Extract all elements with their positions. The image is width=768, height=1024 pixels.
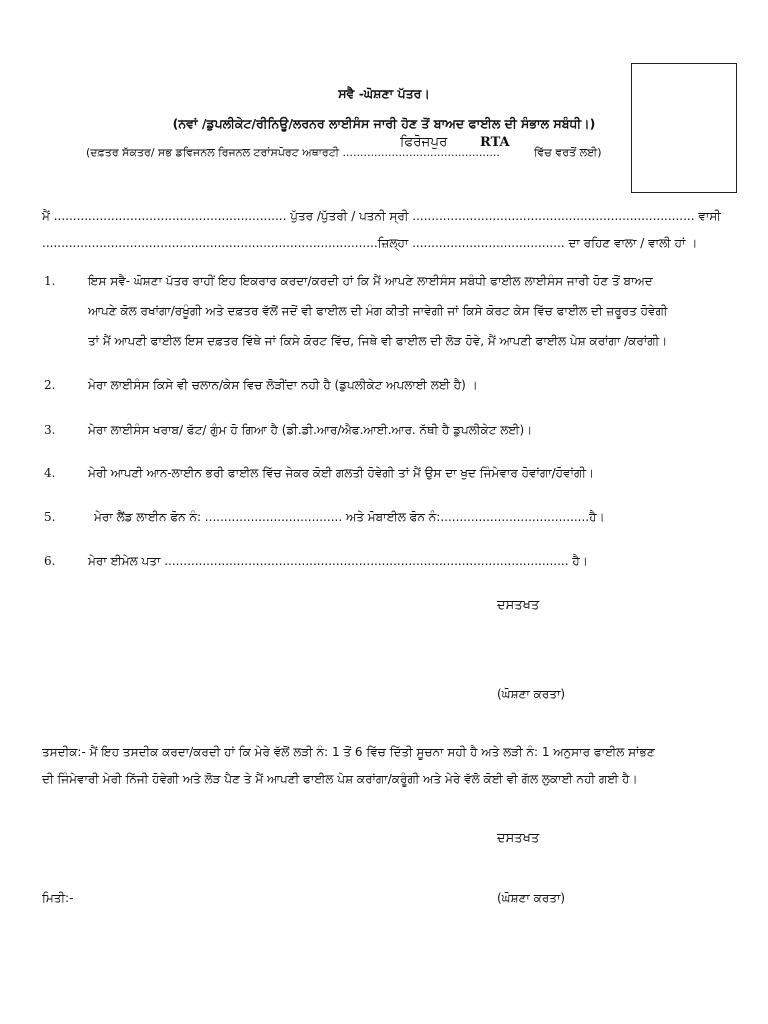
item-6-line: ਮੇਰਾ ਈਮੇਲ ਪਤਾ .......................................................................................................... ਹੈ।	[88, 554, 588, 568]
verification-line-2: ਦੀ ਜਿੰਮੇਵਾਰੀ ਮੇਰੀ ਨਿੱਜੀ ਹੋਵੇਗੀ ਅਤੇ ਲੋੜ ਪੈਣ ਤੇ ਮੈਂ ਆਪਣੀ ਫਾਈਲ ਪੇਸ਼ ਕਰਾਂਗਾ/ਕਰੂੰਗੀ ਅਤੇ ਮੇਰੇ ਵੱਲੋ ਕੋਈ ਵੀ ਗੱਲ ਲੁਕਾਈ ਨਹੀ ਗਈ ਹੈ।	[42, 772, 638, 786]
item-1-line-2: ਆਪਣੇ ਕੋਲ ਰਖਾਂਗਾ/ਰਖੂੰਗੀ ਅਤੇ ਦਫ਼ਤਰ ਵੱਲੋਂ ਜਦੋਂ ਵੀ ਫਾਈਲ ਦੀ ਮੰਗ ਕੀਤੀ ਜਾਵੇਗੀ ਜਾਂ ਕਿਸੇ ਕੋਰਟ ਕੇਸ ਵਿੱਚ ਫਾਈਲ ਦੀ ਜ਼ਰੂਰਤ ਹੋਵੇਗੀ	[88, 304, 668, 318]
form-title: ਸਵੈ -ਘੋਸ਼ਣਾ ਪੱਤਰ।	[338, 86, 430, 101]
declarant-role: (ਘੋਸ਼ਣਾ ਕਰਤਾ)	[497, 891, 566, 905]
photo-box	[631, 63, 737, 193]
item-number: 6.	[44, 554, 56, 568]
item-5-line: ਮੇਰਾ ਲੈਂਡ ਲਾਈਨ ਫੋਨ ਨੰ: .................................... ਅਤੇ ਮੋਬਾਈਲ ਫੋਨ ਨੰ:.......................................ਹੈ।	[94, 510, 605, 524]
office-line-end: ਵਿੱਚ ਵਰਤੋਂ ਲਈ)	[534, 146, 602, 159]
signature-label: ਦਸਤਖਤ	[497, 598, 540, 613]
form-subtitle: (ਨਵਾਂ /ਡੁਪਲੀਕੇਟ/ਰੀਨਿਊ/ਲਰਨਰ ਲਾਈਸੰਸ ਜਾਰੀ ਹੋਣ ਤੋਂ ਬਾਅਦ ਫਾਈਲ ਦੀ ਸੰਭਾਲ ਸਬੰਧੀ।)	[172, 116, 596, 131]
item-number: 2.	[44, 378, 56, 392]
office-line-start: (ਦਫ਼ਤਰ ਸੱਕਤਰ/ ਸਭ ਡਵਿਜਨਲ ਰਿਜਨਲ ਟਰਾਂਸਪੋਰਟ ਅਥਾਰਟੀ .............................................	[86, 146, 500, 159]
signature-label: ਦਸਤਖਤ	[497, 831, 540, 846]
item-1-line-3: ਤਾਂ ਮੈਂ ਆਪਣੀ ਫਾਈਲ ਇਸ ਦਫ਼ਤਰ ਵਿੱਥੇ ਜਾਂ ਕਿਸੇ ਕੋਰਟ ਵਿੱਚ, ਜਿਥੇ ਵੀ ਫਾਈਲ ਦੀ ਲੋੜ ਹੋਵੇ, ਮੈਂ ਆਪਣੀ ਫਾਈਲ ਪੇਸ਼ ਕਰਾਂਗਾ /ਕਰਾਂਗੀ।	[88, 334, 668, 348]
item-number: 3.	[44, 423, 56, 437]
date-label: ਮਿਤੀ:-	[42, 891, 74, 905]
handwritten-rta: RTA	[480, 135, 510, 150]
item-4-line: ਮੇਰੀ ਆਪਣੀ ਆਨ-ਲਾਈਨ ਭਰੀ ਫਾਈਲ ਵਿੱਚ ਜੇਕਰ ਕੋਈ ਗਲਤੀ ਹੋਵੇਗੀ ਤਾਂ ਮੈਂ ਉਸ ਦਾ ਖੁਦ ਜਿੰਮੇਵਾਰ ਹੋਵਾਂਗਾ/ਹੋਵਾਂਗੀ।	[88, 466, 595, 480]
item-3-line: ਮੇਰਾ ਲਾਈਸੰਸ ਖਰਾਬ/ ਫੱਟ/ ਗੁੰਮ ਹੋ ਗਿਆ ਹੈ (ਡੀ.ਡੀ.ਆਰ/ਐਫ.ਆਈ.ਆਰ. ਨੱਥੀ ਹੈ ਡੁਪਲੀਕੇਟ ਲਈ)।	[88, 423, 533, 437]
declarant-line-1: ਮੈਂ ............................................................. ਪੁੱਤਰ /ਪੁੱਤਰੀ / ਪਤਨੀ ਸ੍ਰੀ .......................................................................... ਵਾਸੀ	[42, 209, 721, 223]
item-1-line-1: ਇਸ ਸਵੈ- ਘੋਸ਼ਣਾ ਪੱਤਰ ਰਾਹੀਂ ਇਹ ਇਕਰਾਰ ਕਰਦਾ/ਕਰਦੀ ਹਾਂ ਕਿ ਮੈਂ ਆਪਣੇ ਲਾਈਸੰਸ ਸਬੰਧੀ ਫਾਈਲ ਲਾਈਸੰਸ ਜਾਰੀ ਹੋਣ ਤੋਂ ਬਾਅਦ	[88, 274, 653, 288]
declarant-role: (ਘੋਸ਼ਣਾ ਕਰਤਾ)	[497, 687, 566, 701]
declarant-line-2: ........................................................................................ਜ਼ਿਲ੍ਹਾ ........................................ ਦਾ ਰਹਿਣ ਵਾਲਾ / ਵਾਲੀ ਹਾਂ ।	[42, 236, 698, 250]
verification-line-1: ਤਸਦੀਕ:- ਮੈਂ ਇਹ ਤਸਦੀਕ ਕਰਦਾ/ਕਰਦੀ ਹਾਂ ਕਿ ਮੇਰੇ ਵੱਲੋਂ ਲੜੀ ਨੰ: 1 ਤੋਂ 6 ਵਿੱਚ ਦਿੱਤੀ ਸੂਚਨਾ ਸਹੀ ਹੈ ਅਤੇ ਲੜੀ ਨੰ: 1 ਅਨੁਸਾਰ ਫਾਈਲ ਸਾਂਭਣ	[42, 745, 655, 759]
item-number: 1.	[44, 274, 56, 288]
item-number: 5.	[44, 510, 56, 524]
handwritten-city: ਫਿਰੋਜਪੁਰ	[400, 134, 448, 150]
item-number: 4.	[44, 466, 56, 480]
item-2-line: ਮੇਰਾ ਲਾਈਸੰਸ ਕਿਸੇ ਵੀ ਚਲਾਨ/ਕੇਸ ਵਿਚ ਲੋੜੀਂਦਾ ਨਹੀ ਹੈ (ਡੁਪਲੀਕੇਟ ਅਪਲਾਈ ਲਈ ਹੈ) ।	[88, 378, 478, 392]
